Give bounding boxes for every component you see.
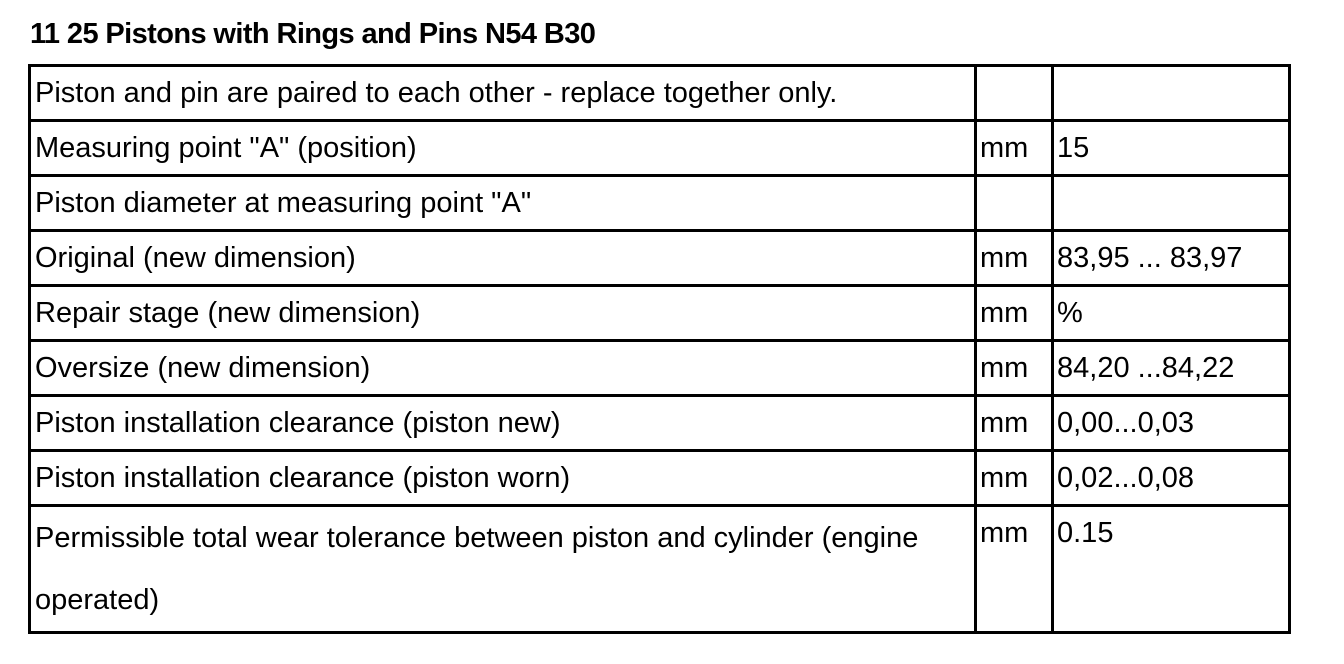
row-value: 83,95 ... 83,97 (1053, 231, 1290, 286)
page-title: 11 25 Pistons with Rings and Pins N54 B30 (30, 18, 596, 50)
row-unit: mm (976, 451, 1053, 506)
table-row (30, 451, 1290, 506)
table-row (30, 396, 1290, 451)
row-description: Original (new dimension) (30, 231, 976, 286)
row-unit (976, 66, 1053, 121)
row-value: 15 (1053, 121, 1290, 176)
row-unit: mm (976, 341, 1053, 396)
row-value (1053, 176, 1290, 231)
table-row (30, 506, 1290, 633)
row-description: Piston installation clearance (piston new) (30, 396, 976, 451)
row-value: 0,02...0,08 (1053, 451, 1290, 506)
row-value (1053, 66, 1290, 121)
row-unit: mm (976, 396, 1053, 451)
row-value: 84,20 ...84,22 (1053, 341, 1290, 396)
row-description: Piston installation clearance (piston worn) (30, 451, 976, 506)
row-unit (976, 176, 1053, 231)
row-description: Piston and pin are paired to each other - replace together only. (30, 66, 976, 121)
table-row (30, 176, 1290, 231)
row-value: 0,00...0,03 (1053, 396, 1290, 451)
row-description: Repair stage (new dimension) (30, 286, 976, 341)
table-row (30, 341, 1290, 396)
row-unit: mm (976, 231, 1053, 286)
row-value: 0.15 (1053, 506, 1290, 633)
row-unit: mm (976, 286, 1053, 341)
row-description: Oversize (new dimension) (30, 341, 976, 396)
table-row (30, 286, 1290, 341)
row-description: Measuring point "A" (position) (30, 121, 976, 176)
row-description: Permissible total wear tolerance between piston and cylinder (engine operated) (30, 506, 976, 633)
table-row (30, 121, 1290, 176)
row-value: % (1053, 286, 1290, 341)
row-description: Piston diameter at measuring point "A" (30, 176, 976, 231)
table-row (30, 66, 1290, 121)
table-row (30, 231, 1290, 286)
row-unit: mm (976, 506, 1053, 633)
row-unit: mm (976, 121, 1053, 176)
spec-table (28, 64, 1291, 634)
